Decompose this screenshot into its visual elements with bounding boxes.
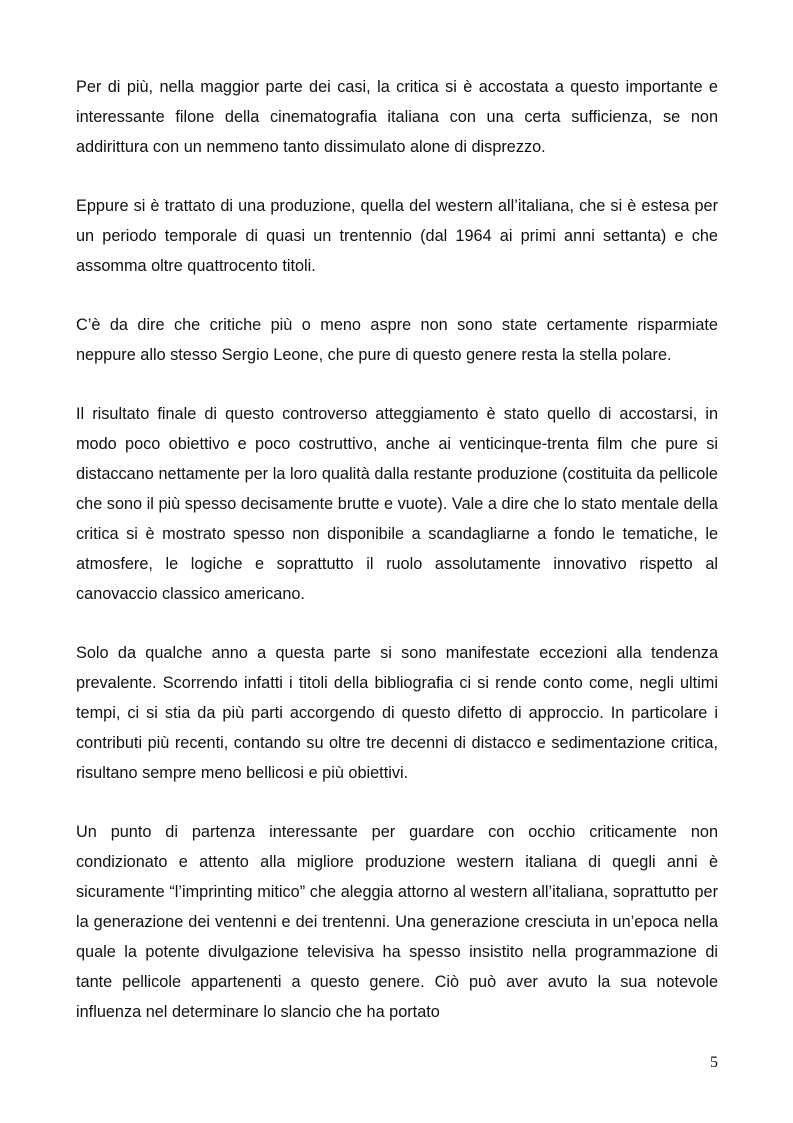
paragraph-6: Un punto di partenza interessante per guardare con occhio criticamente non condizionato e attento alla migliore produzione western italiana di quegli anni è sicuramente “l’imprinting mitico” che aleggia attorno al western all’italiana, soprattutto per la generazione dei ventenni e dei trentenni. Una generazione cresciuta in un’epoca nella quale la potente divulgazione televisiva ha spesso insistito nella programmazione di tante pellicole appartenenti a questo genere. Ciò può aver avuto la sua notevole influenza nel determinare lo slancio che ha portato (76, 823, 718, 1021)
page-number: 5 (710, 1054, 718, 1071)
paragraph-3: C’è da dire che critiche più o meno aspre non sono state certamente risparmiate neppure allo stesso Sergio Leone, che pure di questo genere resta la stella polare. (76, 316, 718, 364)
paragraph-1: Per di più, nella maggior parte dei casi, la critica si è accostata a questo importante e interessante filone della cinematografia italiana con una certa sufficienza, se non addirittura con un nemmeno tanto dissimulato alone di disprezzo. (76, 78, 718, 156)
paragraph-2: Eppure si è trattato di una produzione, quella del western all’italiana, che si è estesa per un periodo temporale di quasi un trentennio (dal 1964 ai primi anni settanta) e che assomma oltre quattrocento titoli. (76, 197, 718, 275)
paragraph-4: Il risultato finale di questo controverso atteggiamento è stato quello di accostarsi, in modo poco obiettivo e poco costruttivo, anche ai venticinque-trenta film che pure si distaccano nettamente per la loro qualità dalla restante produzione (costituita da pellicole che sono il più spesso decisamente brutte e vuote). Vale a dire che lo stato mentale della critica si è mostrato spesso non disponibile a scandagliarne a fondo le tematiche, le atmosfere, le logiche e soprattutto il ruolo assolutamente innovativo rispetto al canovaccio classico americano. (76, 405, 718, 603)
body-text (76, 72, 718, 1056)
paragraph-5: Solo da qualche anno a questa parte si sono manifestate eccezioni alla tendenza prevalente. Scorrendo infatti i titoli della bibliografia ci si rende conto come, negli ultimi tempi, ci si stia da più parti accorgendo di questo difetto di approccio. In particolare i contributi più recenti, contando su oltre tre decenni di distacco e sedimentazione critica, risultano sempre meno bellicosi e più obiettivi. (76, 644, 718, 782)
